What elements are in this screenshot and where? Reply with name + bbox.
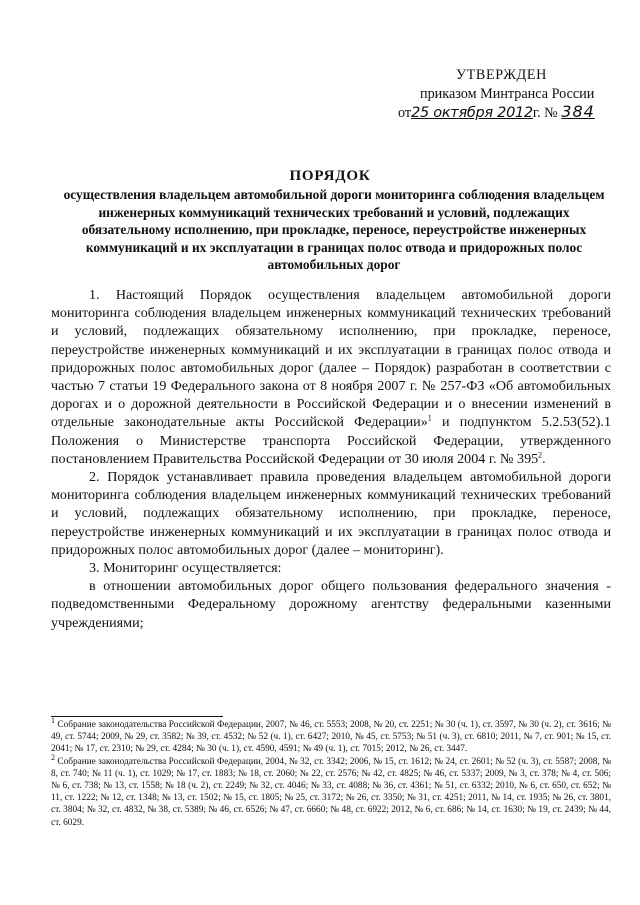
approval-order: приказом Минтранса России <box>420 85 595 102</box>
footnote-1 <box>51 715 611 756</box>
handwritten-number: 384 <box>561 102 595 121</box>
footnote-1-text: Собрание законодательства Российской Федерации, 2007, № 46, ст. 5553; 2008, № 20, ст. 2251; № 30 (ч. 1), ст. 3597, № 30 (ч. 2), ст. 3616; № 49, ст. 5744; 2009, № 29, ст. 3582; № 39, ст. 4532; № 52 (ч. 1), ст. 6427; 2010, № 45, ст. 5753; № 51 (ч. 3), ст. 6810; 2011, № 7, ст. 901; № 15, ст. 2041; № 17, ст. 2310; № 29, ст. 4284; № 30 (ч. 1), ст. 4590, 4591; № 49 (ч. 1), ст. 7015; 2012, № 26, ст. 3447. <box>51 720 611 755</box>
footnote-2 <box>51 752 611 829</box>
approval-title: УТВЕРЖДЕН <box>456 67 547 83</box>
paragraph-2: 2. Порядок устанавливает правила проведения владельцем автомобильной дороги мониторинга соблюдения владельцем инженерных коммуникаций технических требований и условий, подлежащих обязательному исполнению, при прокладке, переносе, переустройстве инженерных коммуникаций и их эксплуатации в границах полос отвода и придорожных полос автомобильных дорог (далее – мониторинг). <box>51 469 611 558</box>
approval-year-suffix: г. <box>532 105 541 121</box>
paragraph-4: в отношении автомобильных дорог общего пользования федерального значения - подведомственными Федеральному дорожному агентству федеральными казенными учреждениями; <box>51 578 611 631</box>
paragraph-1-part-a: 1. Настоящий Порядок осуществления владельцем автомобильной дороги мониторинга соблюдения владельцем инженерных коммуникаций технических требований и условий, подлежащих обязательному исполнению, при прокладке, переносе, переустройстве инженерных коммуникаций и их эксплуатации в границах полос отвода и придорожных полос автомобильных дорог (далее – Порядок) разработан в соответствии с частью 7 статьи 19 Федерального закона от 8 ноября 2007 г. № 257-ФЗ «Об автомобильных дорогах и о дорожной деятельности в Российской Федерации и о внесении изменений в отдельные законодательные акты Российской Федерации» <box>51 287 611 431</box>
footnote-2-mark: 2 <box>51 752 55 762</box>
paragraph-1-part-b: и подпунктом 5.2.53(52).1 Положения о Министерстве транспорта Российской Федерации, утвержденного постановлением Правительства Российской Федерации от 30 июля 2004 г. № 395 <box>51 414 611 467</box>
approval-date-line <box>398 103 613 123</box>
handwritten-date: 25 октября 2012 <box>411 105 533 121</box>
footnote-ref-1: 1 <box>427 413 432 423</box>
footnote-divider <box>51 716 223 717</box>
footnote-2-text: Собрание законодательства Российской Федерации, 2004, № 32, ст. 3342; 2006, № 15, ст. 1612; № 24, ст. 2601; № 52 (ч. 3), ст. 5587; 2008, № 8, ст. 740; № 11 (ч. 1), ст. 1029; № 17, ст. 1883; № 18, ст. 2060; № 22, ст. 2576; № 42, ст. 4825; № 46, ст. 5337; 2009, № 3, ст. 378; № 4, ст. 506; № 6, ст. 738; № 13, ст. 1558; № 18 (ч. 2), ст. 2249; № 32, ст. 4046; № 33, ст. 4088; № 36, ст. 4361; № 51, ст. 6332; 2010, № 6, ст. 650, ст. 652; № 11, ст. 1222; № 12, ст. 1348; № 13, ст. 1502; № 15, ст. 1805; № 25, ст. 3172; № 26, ст. 3350; № 31, ст. 4251; 2011, № 14, ст. 1935; № 26, ст. 3801, ст. 3804; № 32, ст. 4832, № 38, ст. 5389; № 46, ст. 6526; № 47, ст. 6660; № 48, ст. 6922; 2012, № 6, ст. 686; № 14, ст. 1630; № 19, ст. 2439; № 44, ст. 6029. <box>51 756 611 828</box>
document-subtitle: осуществления владельцем автомобильной дороги мониторинга соблюдения владельцем инженерных коммуникаций технических требований и условий, подлежащих обязательному исполнению, при прокладке, переносе, переустройстве инженерных коммуникаций и их эксплуатации в границах полос отвода и придорожных полос автомобильных дорог <box>63 187 605 273</box>
footnote-ref-2: 2 <box>538 450 543 460</box>
footnote-1-mark: 1 <box>51 715 55 725</box>
approval-number-label: № <box>544 105 558 121</box>
approval-prefix: от <box>398 105 412 121</box>
paragraph-1-part-c: . <box>542 450 546 467</box>
approval-stamp <box>398 66 613 123</box>
footnotes <box>51 715 611 829</box>
document-title: ПОРЯДОК <box>289 168 371 184</box>
paragraph-3: 3. Мониторинг осуществляется: <box>89 560 282 577</box>
document-body <box>51 286 611 632</box>
paragraph-1 <box>51 286 611 468</box>
